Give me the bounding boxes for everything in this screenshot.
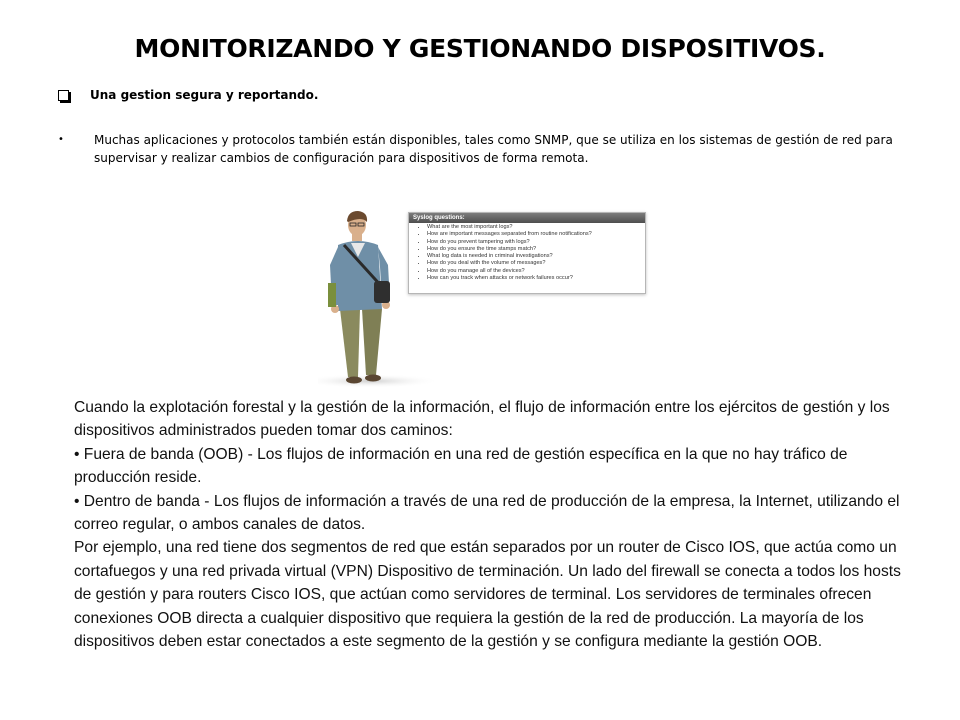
body-paragraph-intro: Cuando la explotación forestal y la gestión de la información, el flujo de información entre los ejércitos de gestión y los dispositivos administrados pueden tomar dos caminos: [74, 399, 890, 440]
bullet-paragraph [58, 131, 900, 167]
syslog-item: • How can you track when attacks or network failures occur? [427, 275, 645, 282]
body-text [74, 396, 908, 653]
subheading: Una gestion segura y reportando. [90, 88, 319, 102]
body-paragraph-oob: • Fuera de banda (OOB) - Los flujos de información en una red de gestión específica en la que no hay tráfico de producción reside. [74, 445, 848, 487]
syslog-questions-box [408, 212, 646, 294]
syslog-item: • What log data is needed in criminal investigations? [427, 253, 645, 260]
syslog-item: • How do you deal with the volume of messages? [427, 260, 645, 267]
syslog-header: Syslog questions: [409, 213, 645, 223]
syslog-item: • How do you manage all of the devices? [427, 268, 645, 275]
syslog-list [409, 224, 645, 282]
bullet-dot-icon: • [58, 134, 64, 145]
body-paragraph-example: Por ejemplo, una red tiene dos segmentos de red que están separados por un router de Cisco IOS, que actúa como un cortafuegos y una red privada virtual (VPN) Dispositivo de terminación. Un lado del firewall se conecta a todos los hosts de gestión y para routers Cisco IOS, que actúan como servidores de terminal. Los servidores de terminales ofrecen conexiones OOB directa a cualquier dispositivo que requiera la gestión de la red de producción. La mayoría de los dispositivos deben estar conectados a este segmento de la gestión y se configura mediante la gestión OOB. [74, 539, 901, 651]
body-paragraph-inband: • Dentro de banda - Los flujos de información a través de una red de producción de la empresa, la Internet, utilizando el correo regular, o ambos canales de datos. [74, 492, 900, 534]
checkbox-bullet-icon [58, 90, 69, 101]
subheading-bullet [58, 88, 318, 102]
syslog-item: • What are the most important logs? [427, 224, 645, 231]
bullet-paragraph-text: Muchas aplicaciones y protocolos también están disponibles, tales como SNMP, que se utiliza en los sistemas de gestión de red para supervisar y realizar cambios de configuración para dispositivos de forma remota. [94, 133, 893, 165]
syslog-item: • How are important messages separated from routine notifications? [427, 231, 645, 238]
syslog-item: • How do you ensure the time stamps match? [427, 246, 645, 253]
slide-title: MONITORIZANDO Y GESTIONANDO DISPOSITIVOS. [134, 34, 826, 63]
syslog-item: • How do you prevent tampering with logs? [427, 239, 645, 246]
